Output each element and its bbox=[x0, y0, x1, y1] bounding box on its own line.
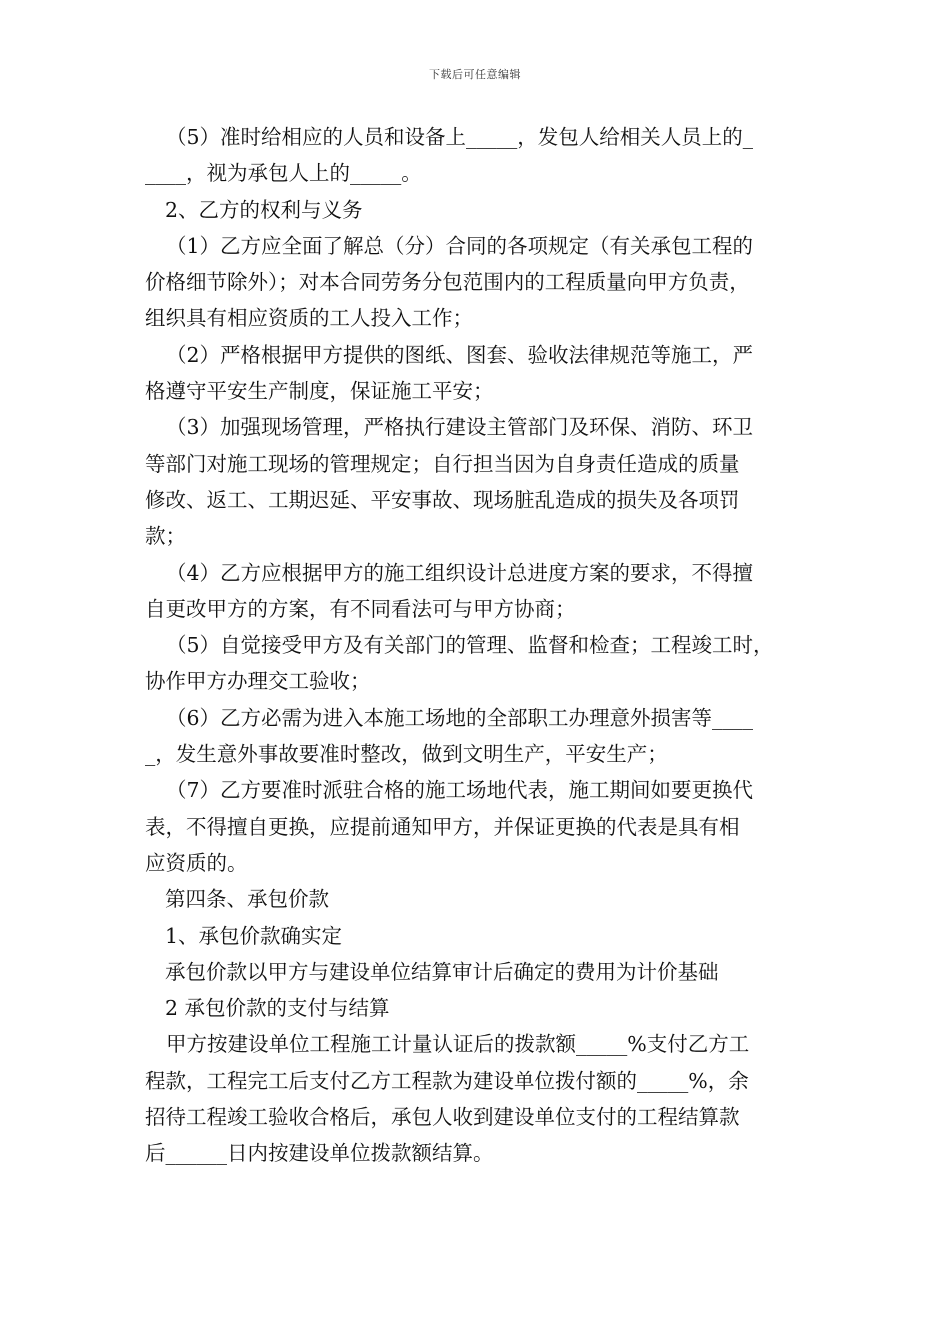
document-body bbox=[145, 119, 813, 1172]
text-line: 甲方按建设单位工程施工计量认证后的拨款额_____%支付乙方工 bbox=[166, 1032, 750, 1057]
text-line: （5）自觉接受甲方及有关部门的管理、监督和检查；工程竣工时， bbox=[166, 633, 774, 658]
text-line: ____，视为承包人上的_____。 bbox=[145, 161, 422, 186]
text-line: （5）准时给相应的人员和设备上_____，发包人给相关人员上的_ bbox=[166, 125, 754, 149]
text-line: 招待工程竣工验收合格后，承包人收到建设单位支付的工程结算款 bbox=[145, 1105, 740, 1130]
text-line: 款； bbox=[145, 524, 186, 549]
text-line: 2、乙方的权利与义务 bbox=[165, 197, 363, 222]
text-line: 等部门对施工现场的管理规定；自行担当因为自身责任造成的质量 bbox=[145, 451, 740, 476]
text-line: 1、承包价款确实定 bbox=[165, 923, 343, 948]
text-line: 价格细节除外）；对本合同劳务分包范围内的工程质量向甲方负责， bbox=[145, 270, 750, 295]
text-line: （3）加强现场管理，严格执行建设主管部门及环保、消防、环卫 bbox=[166, 415, 754, 440]
text-line: 2 承包价款的支付与结算 bbox=[165, 996, 390, 1021]
text-line: 组织具有相应资质的工人投入工作； bbox=[145, 306, 473, 331]
text-line: 应资质的。 bbox=[145, 850, 248, 875]
text-line: 修改、返工、工期迟延、平安事故、现场脏乱造成的损失及各项罚 bbox=[145, 487, 740, 512]
text-line: （1）乙方应全面了解总（分）合同的各项规定（有关承包工程的 bbox=[166, 233, 754, 258]
text-line: （6）乙方必需为进入本施工场地的全部职工办理意外损害等____ bbox=[166, 705, 754, 730]
text-line: （2）严格根据甲方提供的图纸、图套、验收法律规范等施工，严 bbox=[166, 342, 754, 367]
text-line: 程款，工程完工后支付乙方工程款为建设单位拨付额的_____%，余 bbox=[145, 1068, 749, 1093]
text-line: _，发生意外事故要准时整改，做到文明生产，平安生产； bbox=[145, 742, 668, 767]
text-line: 第四条、承包价款 bbox=[165, 887, 329, 912]
text-line: 格遵守平安生产制度，保证施工平安； bbox=[145, 379, 494, 404]
text-line: 后______日内按建设单位拨款额结算。 bbox=[145, 1141, 494, 1166]
text-line: 承包价款以甲方与建设单位结算审计后确定的费用为计价基础 bbox=[165, 959, 719, 984]
text-line: 协作甲方办理交工验收； bbox=[145, 669, 371, 694]
text-line: （7）乙方要准时派驻合格的施工场地代表，施工期间如要更换代 bbox=[166, 778, 754, 803]
text-line: （4）乙方应根据甲方的施工组织设计总进度方案的要求，不得擅 bbox=[166, 560, 754, 585]
text-line: 表，不得擅自更换，应提前通知甲方，并保证更换的代表是具有相 bbox=[145, 814, 740, 839]
text-line: 自更改甲方的方案，有不同看法可与甲方协商； bbox=[145, 596, 576, 621]
page-header: 下载后可任意编辑 bbox=[429, 68, 521, 81]
